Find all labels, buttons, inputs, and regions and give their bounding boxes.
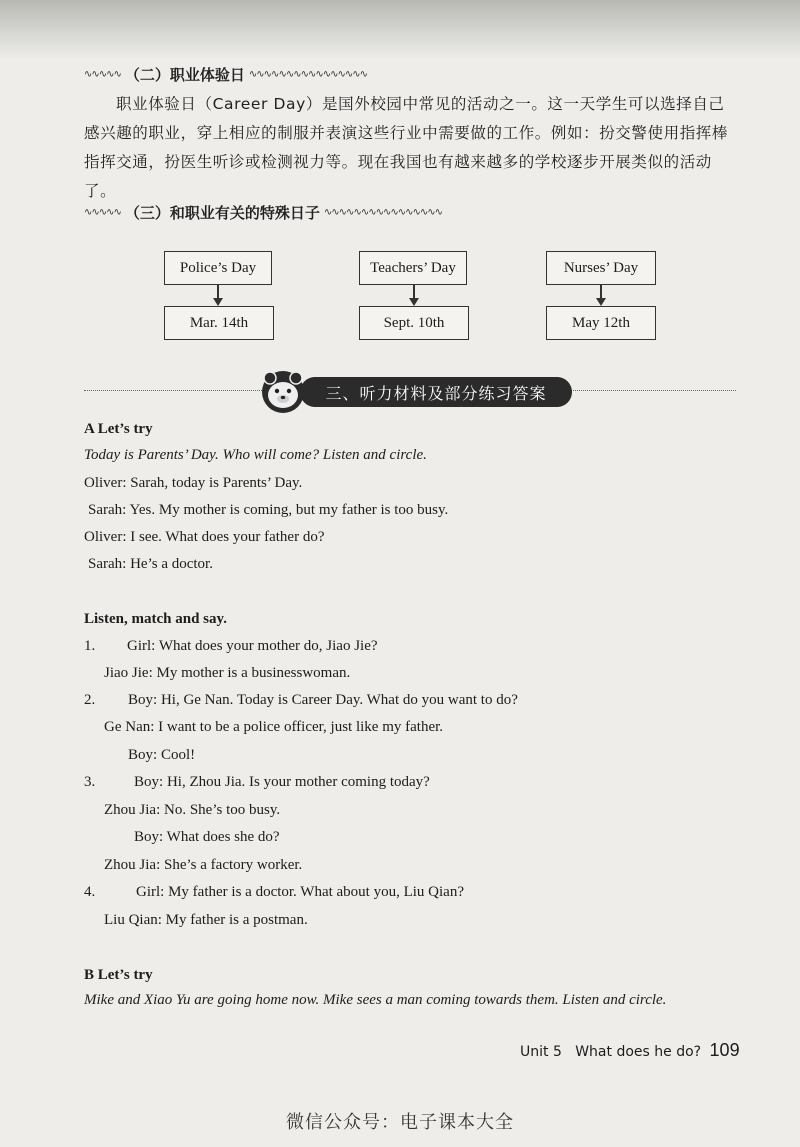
section2-heading <box>84 64 367 85</box>
utterance: Cool! <box>160 747 196 763</box>
utterance: Sarah, today is Parents’ Day. <box>130 475 303 491</box>
speaker: Ge Nan: <box>104 719 155 735</box>
section3-heading-text: （三）和职业有关的特殊日子 <box>124 204 320 222</box>
dialogue-line <box>84 529 324 546</box>
dialogue-line <box>104 912 308 929</box>
arrow-line <box>217 285 219 299</box>
speaker: Sarah: <box>88 556 127 572</box>
speaker: Oliver: <box>84 529 127 545</box>
utterance: She’s a factory worker. <box>164 857 303 873</box>
wavy-ornament-right: ∿∿∿∿∿∿∿∿∿∿∿∿∿∿∿∿ <box>248 69 367 80</box>
dialogue-line <box>88 502 448 519</box>
dialogue-line <box>134 829 280 846</box>
dialogue-line <box>134 774 430 791</box>
dialogue-line <box>128 747 195 764</box>
footer-title: What does he do? <box>575 1044 702 1060</box>
section3-heading <box>84 202 442 223</box>
item-number: 4. <box>84 884 96 900</box>
item-number: 2. <box>84 692 96 708</box>
utterance: My father is a doctor. What about you, Liu Qian? <box>168 884 464 900</box>
speaker: Liu Qian: <box>104 912 162 928</box>
utterance: He’s a doctor. <box>130 556 213 572</box>
utterance: Yes. My mother is coming, but my father is too busy. <box>129 502 449 518</box>
arrow-line <box>600 285 602 299</box>
utterance: I want to be a police officer, just like my father. <box>158 719 444 735</box>
bear-mascot-icon <box>258 368 308 414</box>
day-name-box-police: Police’s Day <box>164 251 272 285</box>
utterance: Hi, Zhou Jia. Is your mother coming today? <box>166 774 430 790</box>
utterance: No. She’s too busy. <box>164 802 281 818</box>
page-number: 109 <box>709 1040 740 1060</box>
dialogue-line <box>104 857 302 874</box>
watermark-caption: 微信公众号：电子课本大全 <box>286 1112 514 1133</box>
utterance: My mother is a businesswoman. <box>156 665 351 681</box>
day-name-box-nurses: Nurses’ Day <box>546 251 656 285</box>
arrow-head <box>213 298 223 306</box>
speaker: Zhou Jia: <box>104 802 161 818</box>
speaker: Zhou Jia: <box>104 857 161 873</box>
utterance: What does your mother do, Jiao Jie? <box>158 638 378 654</box>
speaker: Boy: <box>134 829 164 845</box>
partB-instruction: Mike and Xiao Yu are going home now. Mike sees a man coming towards them. Listen and circle. <box>84 992 667 1008</box>
utterance: Hi, Ge Nan. Today is Career Day. What do you want to do? <box>160 692 518 708</box>
section2-heading-text: （二）职业体验日 <box>124 66 245 84</box>
arrow-head <box>409 298 419 306</box>
speaker: Boy: <box>128 692 158 708</box>
dialogue-line <box>104 719 443 736</box>
wavy-ornament-right: ∿∿∿∿∿∿∿∿∿∿∿∿∿∿∿∿ <box>323 207 442 218</box>
dialogue-line <box>136 884 464 901</box>
day-date-box-nurses: May 12th <box>546 306 656 340</box>
partA-heading: A Let’s try <box>84 421 153 437</box>
section-banner: 三、听力材料及部分练习答案 <box>300 377 572 407</box>
partA-instruction: Today is Parents’ Day. Who will come? Listen and circle. <box>84 447 427 463</box>
dialogue-line <box>104 665 350 682</box>
speaker: Boy: <box>134 774 164 790</box>
utterance: What does she do? <box>166 829 280 845</box>
day-date-box-teachers: Sept. 10th <box>359 306 469 340</box>
utterance: I see. What does your father do? <box>130 529 325 545</box>
arrow-line <box>413 285 415 299</box>
speaker: Girl: <box>136 884 165 900</box>
item-number: 3. <box>84 774 96 790</box>
page-footer <box>520 1040 740 1061</box>
item-number: 1. <box>84 638 96 654</box>
speaker: Sarah: <box>88 502 127 518</box>
footer-unit: Unit 5 <box>520 1044 562 1060</box>
dialogue-line <box>104 802 280 819</box>
day-date-box-police: Mar. 14th <box>164 306 274 340</box>
speaker: Jiao Jie: <box>104 665 153 681</box>
dialogue-line <box>128 692 518 709</box>
speaker: Girl: <box>127 638 156 654</box>
page-top-decoration <box>0 0 800 60</box>
wavy-ornament-left: ∿∿∿∿∿ <box>84 69 121 80</box>
utterance: My father is a postman. <box>165 912 308 928</box>
speaker: Oliver: <box>84 475 127 491</box>
speaker: Boy: <box>128 747 158 763</box>
dialogue-line <box>84 475 302 492</box>
dialogue-line <box>127 638 378 655</box>
wavy-ornament-left: ∿∿∿∿∿ <box>84 207 121 218</box>
dialogue-line <box>88 556 213 573</box>
day-name-box-teachers: Teachers’ Day <box>359 251 467 285</box>
section2-paragraph: 职业体验日（Career Day）是国外校园中常见的活动之一。这一天学生可以选择自己感兴趣的职业，穿上相应的制服并表演这些行业中需要做的工作。例如：扮交警使用指挥棒指挥交通，扮医生听诊或检测视力等。现在我国也有越来越多的学校逐步开展类似的活动了。 <box>84 95 729 200</box>
listen-match-heading: Listen, match and say. <box>84 611 227 627</box>
arrow-head <box>596 298 606 306</box>
partB-heading: B Let’s try <box>84 967 153 983</box>
